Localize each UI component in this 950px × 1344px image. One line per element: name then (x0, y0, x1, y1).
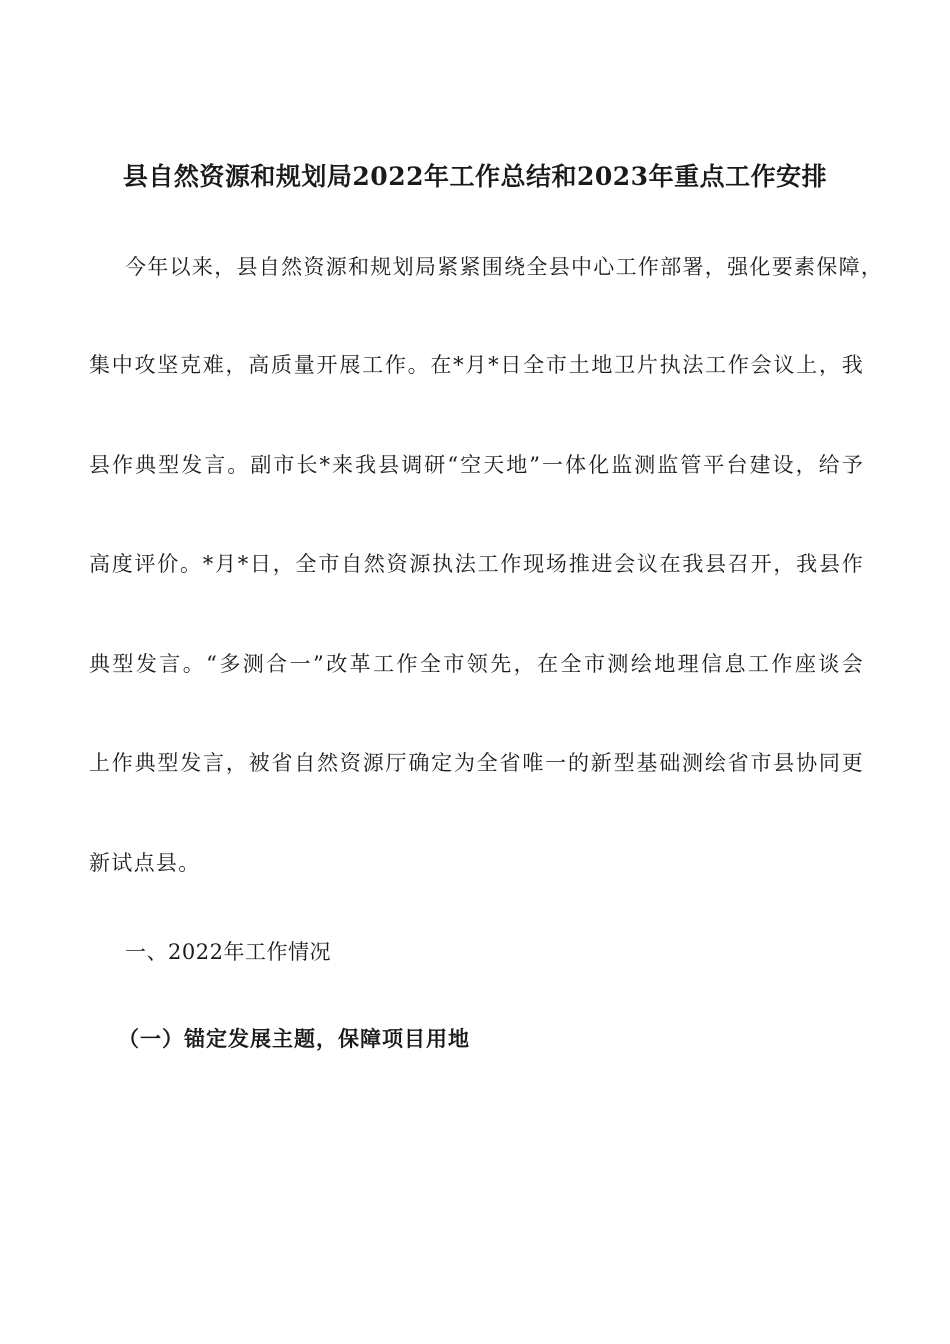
paragraph-line: 集中攻坚克难，高质量开展工作。在*月*日全市土地卫片执法工作会议上，我 (89, 353, 864, 377)
paragraph-line: 高度评价。*月*日，全市自然资源执法工作现场推进会议在我县召开，我县作 (89, 552, 864, 576)
subsection-heading: （一）锚定发展主题，保障项目用地 (118, 1026, 470, 1051)
paragraph-line: 县作典型发言。副市长*来我县调研“空天地”一体化监测监管平台建设，给予 (89, 453, 864, 477)
paragraph-line: 今年以来，县自然资源和规划局紧紧围绕全县中心工作部署，强化要素保障， (125, 255, 884, 279)
paragraph-line: 上作典型发言，被省自然资源厅确定为全省唯一的新型基础测绘省市县协同更 (89, 751, 864, 775)
paragraph-line: 典型发言。“多测合一”改革工作全市领先，在全市测绘地理信息工作座谈会 (89, 652, 864, 676)
section-heading: 一、2022年工作情况 (125, 940, 331, 964)
paragraph-line: 新试点县。 (89, 851, 201, 875)
document-title: 县自然资源和规划局2022年工作总结和2023年重点工作安排 (122, 162, 828, 191)
